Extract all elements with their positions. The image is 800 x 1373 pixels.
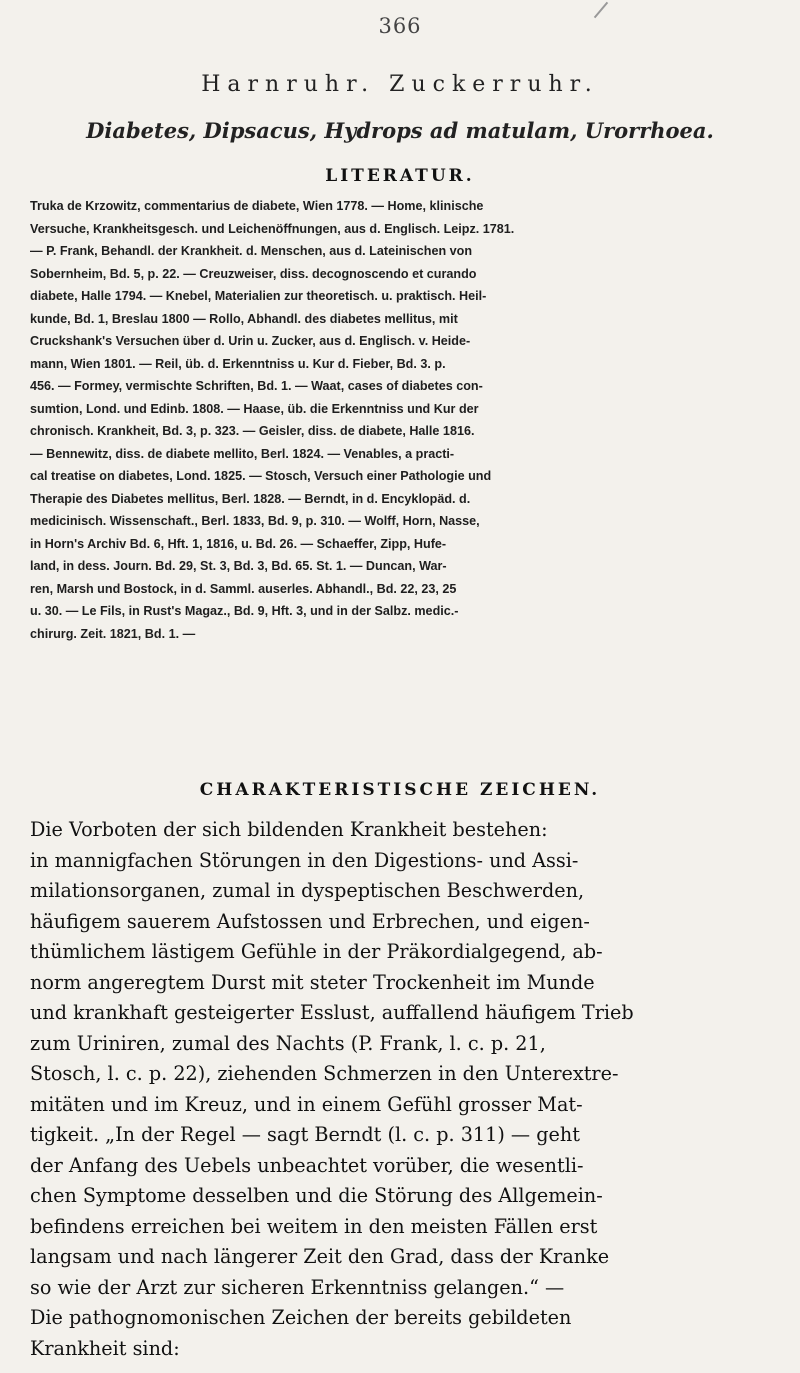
- body-text-line: Krankheit sind:: [30, 1336, 180, 1360]
- body-text-line: chen Symptome desselben und die Störung des Allgemein-: [30, 1184, 603, 1207]
- body-text-line: Die pathognomonischen Zeichen der bereits gebildeten: [30, 1306, 572, 1329]
- body-text-line: mitäten und im Kreuz, und in einem Gefühl grosser Mat-: [30, 1092, 583, 1116]
- literatur-line: Truka de Krzowitz, commentarius de diabete, Wien 1778. — Home, klinische: [30, 199, 484, 213]
- page-number: 366: [378, 14, 422, 38]
- body-text-line: der Anfang des Uebels unbeachtet vorüber, die wesentli-: [30, 1153, 584, 1177]
- literatur-line: 456. — Formey, vermischte Schriften, Bd. 1. — Waat, cases of diabetes con-: [30, 379, 483, 393]
- body-text-line: thümlichem lästigem Gefühle in der Präkordialgegend, ab-: [30, 940, 603, 963]
- body-text-line: Stosch, l. c. p. 22), ziehenden Schmerzen in den Unterextre-: [30, 1062, 619, 1085]
- body-text-line: tigkeit. „In der Regel — sagt Berndt (l. c. p. 311) — geht: [30, 1123, 580, 1146]
- subtitle: Diabetes, Dipsacus, Hydrops ad matulam, Urorrhoea.: [86, 118, 714, 143]
- literatur-line: chronisch. Krankheit, Bd. 3, p. 323. — Geisler, diss. de diabete, Halle 1816.: [30, 424, 475, 438]
- literatur-line: u. 30. — Le Fils, in Rust's Magaz., Bd. 9, Hft. 3, und in der Salbz. medic.-: [30, 604, 459, 618]
- body-text-line: befindens erreichen bei weitem in den meisten Fällen erst: [30, 1214, 598, 1238]
- literatur-line: — P. Frank, Behandl. der Krankheit. d. Menschen, aus d. Lateinischen von: [30, 244, 473, 258]
- literatur-line: ren, Marsh und Bostock, in d. Samml. auserles. Abhandl., Bd. 22, 23, 25: [30, 581, 457, 596]
- literatur-line: sumtion, Lond. und Edinb. 1808. — Haase, üb. die Erkenntniss und Kur der: [30, 401, 479, 416]
- running-title: Harnruhr. Zuckerruhr.: [201, 72, 599, 97]
- body-text-line: in mannigfachen Störungen in den Digestions- und Assi-: [30, 848, 579, 872]
- literatur-heading: LITERATUR.: [325, 166, 475, 186]
- literatur-line: land, in dess. Journ. Bd. 29, St. 3, Bd. 3, Bd. 65. St. 1. — Duncan, War-: [30, 559, 447, 573]
- body-text-line: langsam und nach längerer Zeit den Grad, dass der Kranke: [30, 1245, 610, 1268]
- body-text-line: so wie der Arzt zur sicheren Erkenntniss gelangen.“ —: [30, 1275, 565, 1299]
- body-text-line: häufigem sauerem Aufstossen und Erbrechen, und eigen-: [30, 909, 590, 933]
- literatur-line: in Horn's Archiv Bd. 6, Hft. 1, 1816, u. Bd. 26. — Schaeffer, Zipp, Hufe-: [30, 536, 447, 551]
- literatur-line: — Bennewitz, diss. de diabete mellito, Berl. 1824. — Venables, a practi-: [30, 446, 455, 461]
- body-text-line: Die Vorboten der sich bildenden Krankheit bestehen:: [30, 818, 548, 841]
- literatur-line: medicinisch. Wissenschaft., Berl. 1833, Bd. 9, p. 310. — Wolff, Horn, Nasse,: [30, 514, 480, 528]
- literatur-line: kunde, Bd. 1, Breslau 1800 — Rollo, Abhandl. des diabetes mellitus, mit: [30, 311, 458, 326]
- literatur-line: diabete, Halle 1794. — Knebel, Materialien zur theoretisch. u. praktisch. Heil-: [30, 289, 487, 303]
- body-text-line: milationsorganen, zumal in dyspeptischen Beschwerden,: [30, 879, 585, 902]
- body-text: [30, 815, 778, 1364]
- charakteristische-heading: CHARAKTERISTISCHE ZEICHEN.: [199, 780, 601, 800]
- literatur-line: cal treatise on diabetes, Lond. 1825. — Stosch, Versuch einer Pathologie und: [30, 469, 492, 483]
- literatur-line: Cruckshank's Versuchen über d. Urin u. Zucker, aus d. Englisch. v. Heide-: [30, 334, 471, 348]
- body-text-line: zum Uriniren, zumal des Nachts (P. Frank, l. c. p. 21,: [30, 1031, 546, 1055]
- literatur-line: chirurg. Zeit. 1821, Bd. 1. —: [30, 626, 196, 641]
- literatur-list: [30, 195, 778, 645]
- literatur-line: Sobernheim, Bd. 5, p. 22. — Creuzweiser, diss. decognoscendo et curando: [30, 266, 477, 281]
- literatur-line: Versuche, Krankheitsgesch. und Leichenöffnungen, aus d. Englisch. Leipz. 1781.: [30, 221, 515, 236]
- literatur-line: mann, Wien 1801. — Reil, üb. d. Erkenntniss u. Kur d. Fieber, Bd. 3. p.: [30, 356, 446, 371]
- body-text-line: norm angeregtem Durst mit steter Trockenheit im Munde: [30, 970, 595, 994]
- body-text-line: und krankhaft gesteigerter Esslust, auffallend häufigem Trieb: [30, 1001, 634, 1024]
- literatur-line: Therapie des Diabetes mellitus, Berl. 1828. — Berndt, in d. Encyklopäd. d.: [30, 491, 471, 506]
